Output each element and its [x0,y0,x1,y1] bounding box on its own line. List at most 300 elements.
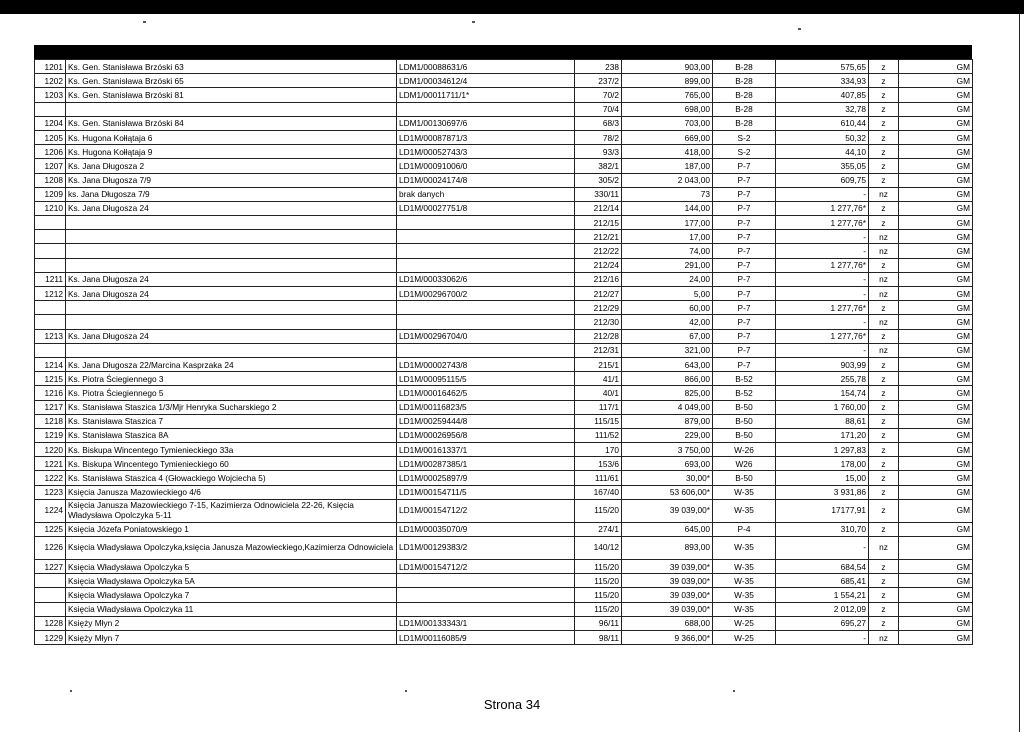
value-cell: 32,78 [776,102,869,116]
status-code-cell: z [869,400,899,414]
land-register-number-cell: LD1M/00087871/3 [397,130,575,144]
status-code-cell: z [869,443,899,457]
zone-code-cell: W-35 [713,588,776,602]
area-cell: 39 039,00* [622,588,713,602]
area-cell: 765,00 [622,88,713,102]
status-code-cell: nz [869,187,899,201]
unit-code-cell: GM [899,602,973,616]
area-cell: 9 366,00* [622,630,713,644]
parcel-number-cell: 40/1 [575,386,622,400]
unit-code-cell: GM [899,537,973,560]
land-register-number-cell: LD1M/00296700/2 [397,287,575,301]
zone-code-cell: W-26 [713,443,776,457]
table-row [35,471,973,485]
zone-code-cell: B-50 [713,414,776,428]
parcel-number-cell: 212/29 [575,301,622,315]
area-cell: 30,00* [622,471,713,485]
parcel-number-cell: 68/3 [575,116,622,130]
table-row [35,258,973,272]
unit-code-cell: GM [899,372,973,386]
parcel-number-cell: 212/28 [575,329,622,343]
status-code-cell: z [869,145,899,159]
area-cell: 39 039,00* [622,574,713,588]
parcel-number-cell: 170 [575,443,622,457]
status-code-cell: z [869,616,899,630]
status-code-cell: nz [869,315,899,329]
status-code-cell: z [869,471,899,485]
land-register-number-cell: brak danych [397,187,575,201]
table-row [35,499,973,522]
parcel-number-cell: 212/16 [575,272,622,286]
unit-code-cell: GM [899,187,973,201]
parcel-number-cell: 98/11 [575,630,622,644]
status-code-cell: z [869,60,899,74]
land-register-number-cell [397,216,575,230]
table-row [35,216,973,230]
land-register-number-cell: LD1M/00052743/3 [397,145,575,159]
area-cell: 4 049,00 [622,400,713,414]
scan-speck [798,28,801,30]
address-cell: Ks. Gen. Stanisława Brzóski 84 [66,116,397,130]
land-register-number-cell [397,343,575,357]
land-register-number-cell: LD1M/00259444/8 [397,414,575,428]
land-register-number-cell [397,574,575,588]
area-cell: 2 043,00 [622,173,713,187]
table-row [35,187,973,201]
table-row [35,485,973,499]
table-row [35,616,973,630]
zone-code-cell: P-7 [713,187,776,201]
address-cell [66,230,397,244]
row-number-cell: 1207 [35,159,66,173]
value-cell: 44,10 [776,145,869,159]
address-cell: Ks. Jana Długosza 24 [66,201,397,215]
address-cell: Księcia Józefa Poniatowskiego 1 [66,522,397,536]
land-register-number-cell: LD1M/00026956/8 [397,428,575,442]
unit-code-cell: GM [899,357,973,371]
row-number-cell: 1208 [35,173,66,187]
land-register-number-cell [397,315,575,329]
unit-code-cell: GM [899,471,973,485]
row-number-cell: 1224 [35,499,66,522]
unit-code-cell: GM [899,560,973,574]
zone-code-cell: P-7 [713,216,776,230]
unit-code-cell: GM [899,588,973,602]
document-sheet [34,45,972,645]
value-cell: - [776,287,869,301]
table-row [35,414,973,428]
zone-code-cell: P-7 [713,315,776,329]
parcel-number-cell: 212/24 [575,258,622,272]
address-cell: Ks. Gen. Stanisława Brzóski 63 [66,60,397,74]
table-row [35,244,973,258]
address-cell: Księcia Janusza Mazowieckiego 7-15, Kazimierza Odnowiciela 22-26, Księcia Władysława Opolczyka 5-11 [66,499,397,522]
address-cell: Ks. Biskupa Wincentego Tymienieckiego 33a [66,443,397,457]
zone-code-cell: P-7 [713,301,776,315]
zone-code-cell: P-7 [713,272,776,286]
row-number-cell: 1216 [35,386,66,400]
status-code-cell: z [869,485,899,499]
row-number-cell: 1209 [35,187,66,201]
zone-code-cell: P-7 [713,357,776,371]
land-register-number-cell [397,244,575,258]
value-cell: - [776,343,869,357]
zone-code-cell: P-7 [713,329,776,343]
value-cell: - [776,272,869,286]
value-cell: 1 554,21 [776,588,869,602]
land-register-number-cell [397,230,575,244]
land-register-number-cell: LD1M/00129383/2 [397,537,575,560]
status-code-cell: nz [869,230,899,244]
value-cell: 1 277,76* [776,301,869,315]
table-row [35,315,973,329]
area-cell: 53 606,00* [622,485,713,499]
unit-code-cell: GM [899,386,973,400]
row-number-cell: 1223 [35,485,66,499]
table-row [35,173,973,187]
parcel-number-cell: 115/20 [575,560,622,574]
row-number-cell: 1214 [35,357,66,371]
unit-code-cell: GM [899,102,973,116]
scan-speck [405,690,407,692]
area-cell: 3 750,00 [622,443,713,457]
zone-code-cell: P-7 [713,343,776,357]
row-number-cell: 1201 [35,60,66,74]
value-cell: 684,54 [776,560,869,574]
value-cell: 685,41 [776,574,869,588]
zone-code-cell: P-7 [713,287,776,301]
value-cell: 1 277,76* [776,329,869,343]
parcel-number-cell: 305/2 [575,173,622,187]
parcel-number-cell: 41/1 [575,372,622,386]
table-row [35,145,973,159]
unit-code-cell: GM [899,173,973,187]
unit-code-cell: GM [899,343,973,357]
land-register-number-cell: LDM1/00034612/4 [397,74,575,88]
land-register-number-cell: LDM1/00011711/1* [397,88,575,102]
area-cell: 698,00 [622,102,713,116]
status-code-cell: nz [869,343,899,357]
value-cell: - [776,230,869,244]
area-cell: 187,00 [622,159,713,173]
row-number-cell [35,102,66,116]
parcel-number-cell: 140/12 [575,537,622,560]
area-cell: 688,00 [622,616,713,630]
value-cell: 695,27 [776,616,869,630]
zone-code-cell: P-7 [713,159,776,173]
table-row [35,457,973,471]
land-register-number-cell: LD1M/00095115/5 [397,372,575,386]
zone-code-cell: B-28 [713,74,776,88]
address-cell: Księcia Władysława Opolczyka 7 [66,588,397,602]
value-cell: - [776,537,869,560]
value-cell: 50,32 [776,130,869,144]
value-cell: 1 297,83 [776,443,869,457]
zone-code-cell: B-28 [713,88,776,102]
row-number-cell: 1221 [35,457,66,471]
table-row [35,428,973,442]
status-code-cell: z [869,173,899,187]
land-register-number-cell [397,588,575,602]
unit-code-cell: GM [899,130,973,144]
area-cell: 903,00 [622,60,713,74]
unit-code-cell: GM [899,329,973,343]
area-cell: 899,00 [622,74,713,88]
parcel-number-cell: 70/2 [575,88,622,102]
address-cell: Ks. Stanisława Staszica 7 [66,414,397,428]
value-cell: 88,61 [776,414,869,428]
unit-code-cell: GM [899,159,973,173]
status-code-cell: z [869,457,899,471]
value-cell: 407,85 [776,88,869,102]
parcel-number-cell: 111/61 [575,471,622,485]
unit-code-cell: GM [899,287,973,301]
row-number-cell [35,230,66,244]
row-number-cell: 1229 [35,630,66,644]
parcel-number-cell: 96/11 [575,616,622,630]
area-cell: 893,00 [622,537,713,560]
parcel-number-cell: 153/6 [575,457,622,471]
land-register-number-cell: LD1M/00016462/5 [397,386,575,400]
status-code-cell: z [869,301,899,315]
table-row [35,201,973,215]
row-number-cell: 1222 [35,471,66,485]
area-cell: 144,00 [622,201,713,215]
zone-code-cell: W-35 [713,602,776,616]
status-code-cell: nz [869,272,899,286]
status-code-cell: z [869,116,899,130]
table-row [35,343,973,357]
address-cell: Ks. Jana Długosza 24 [66,329,397,343]
value-cell: 575,65 [776,60,869,74]
address-cell [66,258,397,272]
table-row [35,400,973,414]
zone-code-cell: B-52 [713,372,776,386]
row-number-cell: 1225 [35,522,66,536]
unit-code-cell: GM [899,499,973,522]
land-register-number-cell: LD1M/00161337/1 [397,443,575,457]
address-cell: ks. Jana Długosza 7/9 [66,187,397,201]
status-code-cell: z [869,428,899,442]
address-cell: Ks. Piotra Ściegiennego 5 [66,386,397,400]
address-cell: Ks. Jana Długosza 24 [66,287,397,301]
zone-code-cell: W-25 [713,630,776,644]
zone-code-cell: S-2 [713,145,776,159]
row-number-cell [35,301,66,315]
table-row [35,630,973,644]
unit-code-cell: GM [899,244,973,258]
address-cell: Ks. Jana Długosza 22/Marcina Kasprzaka 24 [66,357,397,371]
table-row [35,88,973,102]
unit-code-cell: GM [899,74,973,88]
row-number-cell [35,343,66,357]
address-cell: Księży Młyn 7 [66,630,397,644]
area-cell: 669,00 [622,130,713,144]
row-number-cell [35,315,66,329]
unit-code-cell: GM [899,414,973,428]
status-code-cell: z [869,522,899,536]
unit-code-cell: GM [899,216,973,230]
value-cell: 17177,91 [776,499,869,522]
unit-code-cell: GM [899,201,973,215]
value-cell: 255,78 [776,372,869,386]
status-code-cell: z [869,329,899,343]
area-cell: 5,00 [622,287,713,301]
area-cell: 693,00 [622,457,713,471]
area-cell: 177,00 [622,216,713,230]
zone-code-cell: W-35 [713,560,776,574]
status-code-cell: nz [869,287,899,301]
row-number-cell: 1213 [35,329,66,343]
parcel-number-cell: 215/1 [575,357,622,371]
value-cell: 3 931,86 [776,485,869,499]
unit-code-cell: GM [899,301,973,315]
zone-code-cell: B-50 [713,428,776,442]
value-cell: - [776,315,869,329]
status-code-cell: z [869,372,899,386]
unit-code-cell: GM [899,272,973,286]
parcel-number-cell: 78/2 [575,130,622,144]
area-cell: 73 [622,187,713,201]
unit-code-cell: GM [899,522,973,536]
table-row [35,386,973,400]
parcel-number-cell: 115/20 [575,499,622,522]
value-cell: 355,05 [776,159,869,173]
row-number-cell: 1206 [35,145,66,159]
row-number-cell: 1226 [35,537,66,560]
land-register-number-cell: LD1M/00154711/5 [397,485,575,499]
address-cell: Ks. Stanisława Staszica 4 (Głowackiego Wojciecha 5) [66,471,397,485]
land-register-number-cell: LDM1/00130697/6 [397,116,575,130]
zone-code-cell: B-50 [713,400,776,414]
unit-code-cell: GM [899,485,973,499]
row-number-cell [35,258,66,272]
scan-speck [143,21,146,23]
parcel-number-cell: 115/20 [575,574,622,588]
unit-code-cell: GM [899,230,973,244]
zone-code-cell: W-35 [713,574,776,588]
table-row [35,537,973,560]
unit-code-cell: GM [899,145,973,159]
value-cell: 1 277,76* [776,201,869,215]
value-cell: 310,70 [776,522,869,536]
row-number-cell [35,216,66,230]
area-cell: 879,00 [622,414,713,428]
zone-code-cell: P-4 [713,522,776,536]
value-cell: - [776,244,869,258]
land-register-number-cell: LD1M/00027751/8 [397,201,575,215]
parcel-number-cell: 212/21 [575,230,622,244]
scan-speck [70,690,72,692]
land-register-number-cell: LD1M/00133343/1 [397,616,575,630]
status-code-cell: z [869,74,899,88]
row-number-cell: 1228 [35,616,66,630]
address-cell: Ks. Gen. Stanisława Brzóski 65 [66,74,397,88]
parcel-number-cell: 382/1 [575,159,622,173]
area-cell: 418,00 [622,145,713,159]
land-register-number-cell [397,258,575,272]
row-number-cell: 1227 [35,560,66,574]
address-cell: Księcia Władysława Opolczyka 11 [66,602,397,616]
value-cell: 610,44 [776,116,869,130]
status-code-cell: z [869,560,899,574]
unit-code-cell: GM [899,457,973,471]
table-row [35,74,973,88]
address-cell: Ks. Stanisława Staszica 8A [66,428,397,442]
area-cell: 67,00 [622,329,713,343]
status-code-cell: z [869,602,899,616]
area-cell: 703,00 [622,116,713,130]
zone-code-cell: W-35 [713,537,776,560]
unit-code-cell: GM [899,616,973,630]
status-code-cell: z [869,258,899,272]
parcel-number-cell: 212/30 [575,315,622,329]
land-register-number-cell: LD1M/00296704/0 [397,329,575,343]
value-cell: 2 012,09 [776,602,869,616]
value-cell: 154,74 [776,386,869,400]
value-cell: 609,75 [776,173,869,187]
zone-code-cell: W26 [713,457,776,471]
value-cell: 1 277,76* [776,216,869,230]
table-row [35,230,973,244]
table-row [35,301,973,315]
table-row [35,574,973,588]
land-register-number-cell: LD1M/00154712/2 [397,499,575,522]
zone-code-cell: B-28 [713,116,776,130]
address-cell [66,102,397,116]
status-code-cell: nz [869,244,899,258]
area-cell: 39 039,00* [622,499,713,522]
table-row [35,329,973,343]
area-cell: 60,00 [622,301,713,315]
address-cell: Ks. Jana Długosza 2 [66,159,397,173]
parcel-number-cell: 212/27 [575,287,622,301]
address-cell [66,315,397,329]
value-cell: 1 760,00 [776,400,869,414]
land-register-number-cell: LD1M/00091006/0 [397,159,575,173]
address-cell [66,343,397,357]
land-register-number-cell [397,602,575,616]
address-cell: Ks. Jana Długosza 7/9 [66,173,397,187]
land-register-number-cell: LD1M/00025897/9 [397,471,575,485]
status-code-cell: z [869,357,899,371]
area-cell: 24,00 [622,272,713,286]
parcel-number-cell: 70/4 [575,102,622,116]
land-register-number-cell: LD1M/00033062/6 [397,272,575,286]
address-cell: Ks. Hugona Kołłątaja 6 [66,130,397,144]
row-number-cell [35,574,66,588]
value-cell: 334,93 [776,74,869,88]
property-table [34,59,973,645]
value-cell: 178,00 [776,457,869,471]
parcel-number-cell: 238 [575,60,622,74]
row-number-cell: 1215 [35,372,66,386]
row-number-cell: 1203 [35,88,66,102]
address-cell: Ks. Hugona Kołłątaja 9 [66,145,397,159]
table-row [35,443,973,457]
zone-code-cell: P-7 [713,173,776,187]
zone-code-cell: W-25 [713,616,776,630]
area-cell: 321,00 [622,343,713,357]
address-cell [66,216,397,230]
page-number: Strona 34 [483,697,541,712]
area-cell: 825,00 [622,386,713,400]
address-cell: Księcia Władysława Opolczyka 5 [66,560,397,574]
table-row [35,357,973,371]
table-row [35,116,973,130]
table-row [35,159,973,173]
area-cell: 39 039,00* [622,560,713,574]
